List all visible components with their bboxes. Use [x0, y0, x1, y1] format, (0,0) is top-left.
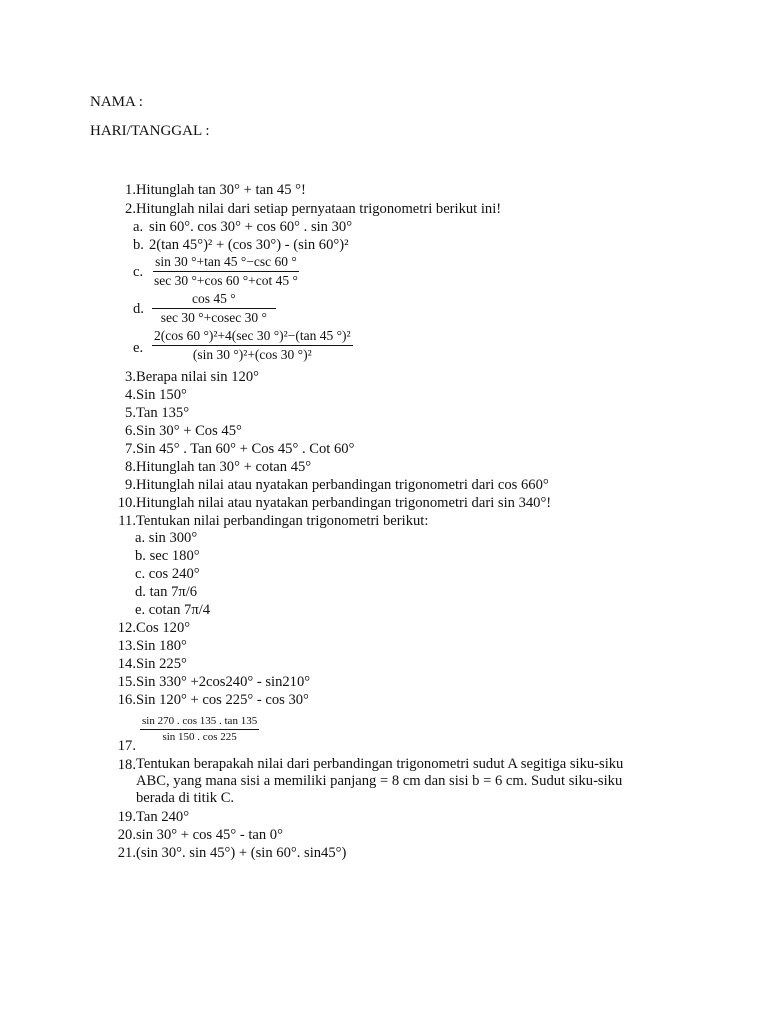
fraction-denominator: (sin 30 °)²+(cos 30 °)² — [192, 347, 312, 362]
fraction-denominator: sin 150 . cos 225 — [162, 731, 237, 743]
sub-text: 2(tan 45°)² + (cos 30°) - (sin 60°)² — [149, 237, 349, 253]
question-number: 12. — [117, 620, 136, 636]
q2-sub-c-fraction — [152, 254, 300, 289]
question-text: Sin 45° . Tan 60° + Cos 45° . Cot 60° — [136, 441, 355, 457]
sub-label: b. — [133, 237, 144, 253]
question-9 — [112, 476, 549, 494]
question-text: Sin 180° — [136, 638, 187, 654]
question-number: 20. — [117, 827, 136, 843]
question-text: Tan 240° — [136, 809, 190, 825]
question-10 — [112, 494, 552, 512]
q2-sub-c-label: c. — [133, 264, 144, 280]
q2-sub-d-label: d. — [133, 301, 144, 317]
question-5 — [112, 404, 190, 422]
question-8 — [112, 458, 312, 476]
q2-sub-e-label: e. — [133, 340, 144, 356]
question-4 — [112, 386, 187, 404]
question-number: 1. — [125, 182, 136, 198]
question-text: Sin 150° — [136, 387, 187, 403]
question-number: 15. — [117, 674, 136, 690]
question-18-number-row — [112, 756, 136, 774]
question-number: 4. — [125, 387, 136, 403]
question-number: 18. — [117, 757, 136, 773]
question-21 — [112, 844, 347, 862]
question-number: 9. — [125, 477, 136, 493]
question-number: 10. — [117, 495, 136, 511]
fraction-numerator: 2(cos 60 °)²+4(sec 30 °)²−(tan 45 °)² — [152, 328, 353, 346]
q11-sub-c: c. cos 240° — [135, 566, 200, 582]
fraction-numerator: sin 30 °+tan 45 °−csc 60 ° — [153, 254, 299, 272]
sub-text: sin 60°. cos 30° + cos 60° . sin 30° — [149, 219, 353, 235]
question-text: Sin 30° + Cos 45° — [136, 423, 242, 439]
question-14 — [112, 655, 187, 673]
question-text: Sin 330° +2cos240° - sin210° — [136, 674, 311, 690]
question-number: 17. — [117, 738, 136, 754]
question-number: 16. — [117, 692, 136, 708]
question-13 — [112, 637, 187, 655]
q2-sub-b — [133, 236, 349, 254]
question-text: Hitunglah nilai atau nyatakan perbandingan trigonometri dari cos 660° — [136, 477, 549, 493]
question-20 — [112, 826, 283, 844]
question-number: 3. — [125, 369, 136, 385]
q17-fraction — [140, 715, 259, 744]
question-6 — [112, 422, 242, 440]
q11-sub-d: d. tan 7π/6 — [135, 584, 198, 600]
q11-sub-e: e. cotan 7π/4 — [135, 602, 211, 618]
question-text: Hitunglah nilai dari setiap pernyataan trigonometri berikut ini! — [136, 201, 502, 217]
fraction-numerator: sin 270 . cos 135 . tan 135 — [140, 715, 259, 730]
question-text: (sin 30°. sin 45°) + (sin 60°. sin45°) — [136, 845, 347, 861]
question-2 — [112, 200, 502, 218]
question-text: Berapa nilai sin 120° — [136, 369, 259, 385]
question-number: 21. — [117, 845, 136, 861]
q2-sub-a — [133, 218, 353, 236]
question-17 — [112, 737, 136, 755]
sub-label: a. — [133, 219, 144, 235]
question-18-text: Tentukan berapakah nilai dari perbandingan trigonometri sudut A segitiga siku-siku ABC, yang mana sisi a memiliki panjang = 8 cm dan sisi b = 6 cm. Sudut siku-siku berada di titik C. — [136, 756, 624, 806]
question-number: 8. — [125, 459, 136, 475]
question-11 — [112, 512, 429, 530]
question-number: 14. — [117, 656, 136, 672]
question-19 — [112, 808, 190, 826]
q2-sub-e-fraction — [152, 328, 353, 363]
q2-sub-d-fraction — [152, 291, 276, 326]
question-1 — [112, 181, 306, 199]
question-text: Sin 120° + cos 225° - cos 30° — [136, 692, 309, 708]
question-number: 11. — [118, 513, 136, 529]
question-text: Hitunglah tan 30° + tan 45 °! — [136, 182, 306, 198]
question-text: Cos 120° — [136, 620, 191, 636]
q11-sub-b: b. sec 180° — [135, 548, 200, 564]
question-12 — [112, 619, 191, 637]
question-15 — [112, 673, 311, 691]
question-text: sin 30° + cos 45° - tan 0° — [136, 827, 283, 843]
question-number: 7. — [125, 441, 136, 457]
question-7 — [112, 440, 355, 458]
question-number: 13. — [117, 638, 136, 654]
name-label: NAMA : — [90, 94, 143, 110]
date-label: HARI/TANGGAL : — [90, 123, 210, 139]
question-text: Tentukan nilai perbandingan trigonometri berikut: — [136, 513, 429, 529]
question-3 — [112, 368, 259, 386]
question-text: Tan 135° — [136, 405, 190, 421]
fraction-denominator: sec 30 °+cos 60 °+cot 45 ° — [154, 273, 298, 288]
question-text: Sin 225° — [136, 656, 187, 672]
question-text: Hitunglah tan 30° + cotan 45° — [136, 459, 312, 475]
question-number: 19. — [117, 809, 136, 825]
question-number: 6. — [125, 423, 136, 439]
q11-sub-a: a. sin 300° — [135, 530, 198, 546]
question-number: 2. — [125, 201, 136, 217]
fraction-numerator: cos 45 ° — [152, 291, 276, 309]
question-text: Hitunglah nilai atau nyatakan perbandingan trigonometri dari sin 340°! — [136, 495, 552, 511]
question-16 — [112, 691, 309, 709]
fraction-denominator: sec 30 °+cosec 30 ° — [160, 310, 267, 325]
question-number: 5. — [125, 405, 136, 421]
